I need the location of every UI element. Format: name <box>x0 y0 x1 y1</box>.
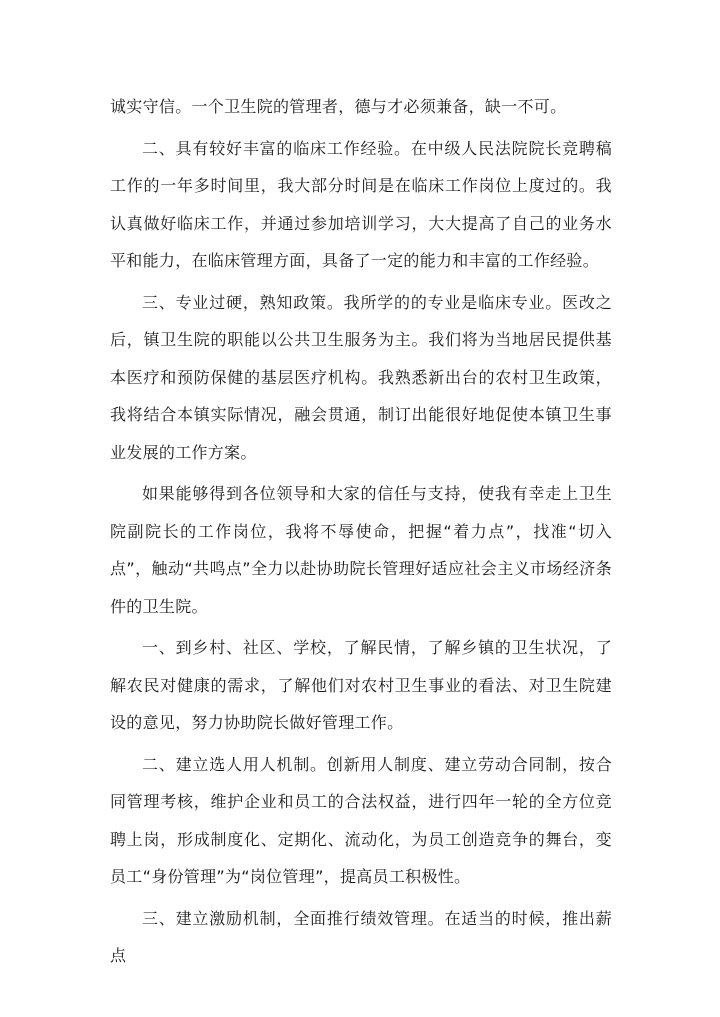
paragraph-7: 三、建立激励机制，全面推行绩效管理。在适当的时候，推出薪点 <box>110 908 612 965</box>
paragraph-2: 二、具有较好丰富的临床工作经验。在中级人民法院院长竞聘稿工作的一年多时间里，我大部分时间是在临床工作岗位上度过的。我认真做好临床工作，并通过参加培训学习，大大提高了自己的业务水平和能力，在临床管理方面，具备了一定的能力和丰富的工作经验。 <box>110 138 612 270</box>
paragraph-4: 如果能够得到各位领导和大家的信任与支持，使我有幸走上卫生院副院长的工作岗位，我将不辱使命，把握“着力点”，找准“切入点”，触动“共鸣点”全力以赴协助院长管理好适应社会主义市场经济条件的卫生院。 <box>110 484 612 616</box>
paragraph-5: 一、到乡村、社区、学校，了解民情，了解乡镇的卫生状况，了解农民对健康的需求，了解他们对农村卫生事业的看法、对卫生院建设的意见，努力协助院长做好管理工作。 <box>110 638 612 732</box>
paragraph-3: 三、专业过硬，熟知政策。我所学的的专业是临床专业。医改之后，镇卫生院的职能以公共卫生服务为主。我们将为当地居民提供基本医疗和预防保健的基层医疗机构。我熟悉新出台的农村卫生政策，我将结合本镇实际情况，融会贯通，制订出能很好地促使本镇卫生事业发展的工作方案。 <box>110 292 612 462</box>
paragraph-6: 二、建立选人用人机制。创新用人制度、建立劳动合同制，按合同管理考核，维护企业和员工的合法权益，进行四年一轮的全方位竞聘上岗，形成制度化、定期化、流动化，为员工创造竞争的舞台，变员工“身份管理”为“岗位管理”，提高员工积极性。 <box>110 754 612 886</box>
document-page <box>110 88 612 975</box>
paragraph-1: 诚实守信。一个卫生院的管理者，德与才必须兼备，缺一不可。 <box>110 97 567 116</box>
